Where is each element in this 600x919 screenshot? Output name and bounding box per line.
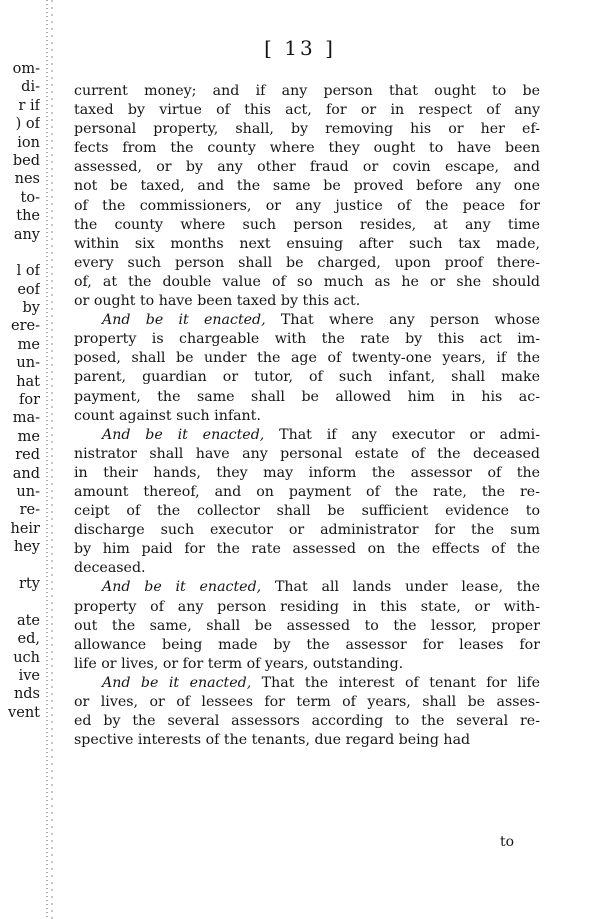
line-text: out the same, shall be assessed to the lessor, proper <box>74 617 540 634</box>
text-line <box>74 693 540 712</box>
line-text: payment, the same shall be allowed him in his ac- <box>74 388 540 405</box>
text-line <box>74 158 540 177</box>
text-line <box>74 731 540 750</box>
margin-fragment: by <box>22 300 40 317</box>
line-text: count against such infant. <box>74 407 261 424</box>
margin-fragment: and <box>12 465 40 482</box>
text-line <box>74 197 540 216</box>
margin-fragment: re- <box>19 502 40 519</box>
line-text: deceased. <box>74 560 146 577</box>
line-text: assessed, or by any other fraud or covin escape, and <box>74 159 540 176</box>
text-line <box>74 407 540 426</box>
facing-page-fragments <box>0 60 40 722</box>
line-text: of the commissioners, or any justice of the peace for <box>74 197 540 214</box>
text-line <box>74 712 540 731</box>
line-text: within six months next ensuing after such tax made, <box>74 235 540 252</box>
margin-fragment: hat <box>16 373 40 390</box>
line-text: That if any executor or admi- <box>264 426 540 443</box>
text-line <box>74 502 540 521</box>
margin-fragment <box>0 593 40 611</box>
margin-fragment: ate <box>16 612 40 629</box>
text-line <box>74 464 540 483</box>
margin-fragment: for <box>18 392 40 409</box>
text-line <box>74 273 540 292</box>
binding-gutter <box>42 0 56 919</box>
margin-fragment: red <box>15 447 40 464</box>
text-line <box>74 445 540 464</box>
line-text: ed by the several assessors according to the several re- <box>74 713 540 730</box>
line-text: or lives, or of lessees for term of years, shall be asses- <box>74 694 540 710</box>
text-line <box>74 559 540 578</box>
line-text: not be taxed, and the same be proved before any one <box>74 178 540 195</box>
margin-fragment: me <box>17 428 40 445</box>
catchword: to <box>500 834 515 850</box>
line-text: or ought to have been taxed by this act. <box>74 293 361 310</box>
line-text: in their hands, they may inform the assessor of the <box>74 464 540 481</box>
margin-fragment: om- <box>12 61 40 77</box>
line-text: discharge such executor or administrator for the sum <box>74 522 540 539</box>
line-text: taxed by virtue of this act, for or in respect of any <box>74 102 540 119</box>
margin-fragment: any <box>13 226 40 243</box>
text-line <box>74 636 540 655</box>
text-line <box>74 139 540 158</box>
margin-fragment: me <box>17 336 40 353</box>
text-line <box>74 101 540 120</box>
margin-fragment: eof <box>17 281 40 298</box>
line-text: by him paid for the rate assessed on the effects of the <box>74 541 540 558</box>
text-line <box>74 349 540 368</box>
line-text: That where any person whose <box>265 312 540 329</box>
line-text: spective interests of the tenants, due regard being had <box>74 732 471 749</box>
text-line <box>74 617 540 636</box>
margin-fragment: heir <box>10 520 40 537</box>
text-line <box>74 655 540 674</box>
text-line <box>74 426 540 445</box>
line-text: parent, guardian or tutor, of such infant, shall make <box>74 369 540 386</box>
line-text: property of any person residing in this state, or with- <box>74 598 540 615</box>
text-line <box>74 540 540 559</box>
text-line <box>74 330 540 349</box>
margin-fragment: un- <box>16 483 40 500</box>
text-line <box>74 311 540 330</box>
line-text: life or lives, or for term of years, outstanding. <box>74 655 404 672</box>
text-line <box>74 177 540 196</box>
line-text: fects from the county where they ought to have been <box>74 140 540 157</box>
text-line <box>74 578 540 597</box>
text-line <box>74 368 540 387</box>
margin-fragment: uch <box>13 649 40 666</box>
line-text: ceipt of the collector shall be sufficient evidence to <box>74 503 540 520</box>
margin-fragment: ion <box>17 134 40 151</box>
margin-fragment: ed, <box>17 631 40 648</box>
page-number: [ 13 ] <box>264 36 336 60</box>
text-line <box>74 598 540 617</box>
margin-fragment: nds <box>13 686 40 703</box>
line-text: That all lands under lease, the <box>261 579 540 596</box>
enacting-clause: And be it enacted, <box>102 579 262 596</box>
line-text: amount thereof, and on payment of the rate, the re- <box>74 483 540 500</box>
margin-fragment <box>0 244 40 262</box>
margin-fragment: l of <box>16 263 40 280</box>
margin-fragment: un- <box>16 355 40 372</box>
margin-fragment: hey <box>13 539 40 556</box>
line-text: property is chargeable with the rate by this act im- <box>74 331 540 348</box>
line-text: personal property, shall, by removing his or her ef- <box>74 121 540 138</box>
text-line <box>74 483 540 502</box>
margin-fragment: to- <box>20 189 40 206</box>
line-text: nistrator shall have any personal estate of the deceased <box>74 445 540 462</box>
line-text: That the interest of tenant for life <box>251 674 540 691</box>
text-line <box>74 82 540 101</box>
margin-fragment: nes <box>14 171 40 188</box>
text-line <box>74 292 540 311</box>
enacting-clause: And be it enacted, <box>102 674 252 691</box>
margin-fragment: r if <box>18 97 40 114</box>
text-line <box>74 254 540 273</box>
text-line <box>74 120 540 139</box>
line-text: of, at the double value of so much as he or she should <box>74 273 540 290</box>
enacting-clause: And be it enacted, <box>102 426 265 443</box>
enacting-clause: And be it enacted, <box>102 312 266 329</box>
text-line <box>74 235 540 254</box>
body-text <box>74 82 540 750</box>
margin-fragment: ma- <box>12 410 40 427</box>
margin-fragment: rty <box>19 575 40 592</box>
margin-fragment: di- <box>21 79 40 96</box>
line-text: posed, shall be under the age of twenty-one years, if the <box>74 350 540 367</box>
margin-fragment: ) of <box>15 116 40 133</box>
line-text: the county where such person resides, at any time <box>74 216 540 233</box>
margin-fragment: ive <box>18 667 40 684</box>
margin-fragment: vent <box>8 704 40 721</box>
line-text: every such person shall be charged, upon proof there- <box>74 254 540 271</box>
margin-fragment <box>0 557 40 575</box>
text-line <box>74 521 540 540</box>
text-line <box>74 216 540 235</box>
margin-fragment: the <box>16 208 40 225</box>
margin-fragment: bed <box>12 152 40 169</box>
line-text: current money; and if any person that ought to be <box>74 83 540 99</box>
text-line <box>74 674 540 693</box>
text-line <box>74 388 540 407</box>
line-text: allowance being made by the assessor for leases for <box>74 636 540 653</box>
margin-fragment: ere- <box>11 318 40 335</box>
